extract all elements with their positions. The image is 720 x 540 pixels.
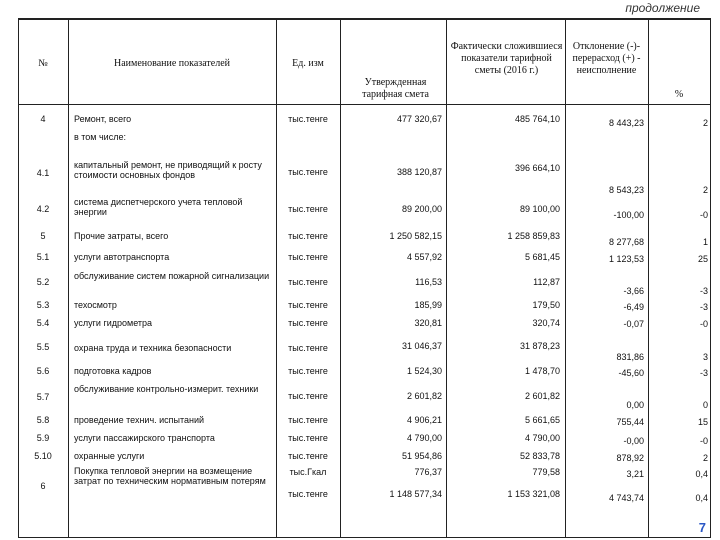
continuation-label: продолжение <box>625 1 700 15</box>
row-approved-secondary: 1 148 577,34 <box>389 489 442 499</box>
row-actual: 52 833,78 <box>519 451 560 461</box>
row-actual-secondary: 1 153 321,08 <box>507 489 560 499</box>
row-approved: 2 601,82 <box>406 391 442 401</box>
row-name: техосмотр <box>74 300 117 310</box>
col-border-approved <box>446 18 447 538</box>
row-unit: тыс.тенге <box>288 366 328 376</box>
row-approved: 388 120,87 <box>396 167 442 177</box>
col-border-num <box>68 18 69 538</box>
col-border-actual <box>565 18 566 538</box>
row-num: 5 <box>40 231 46 241</box>
row-num: 5.3 <box>36 300 50 310</box>
row-name: система диспетчерского учета тепловой энергии <box>74 197 243 217</box>
row-approved: 320,81 <box>414 318 442 328</box>
row-actual: 1 258 859,83 <box>507 231 560 241</box>
col-border-right <box>710 18 711 538</box>
row-actual: 1 478,70 <box>524 366 560 376</box>
row-approved: 31 046,37 <box>401 341 442 351</box>
row-num: 5.4 <box>36 318 50 328</box>
row-unit-secondary: тыс.тенге <box>288 489 328 499</box>
row-name: обслуживание контрольно-измерит. техники <box>74 384 259 394</box>
row-percent: 25 <box>697 254 708 264</box>
row-num: 6 <box>40 481 46 491</box>
row-approved: 4 906,21 <box>406 415 442 425</box>
row-num: 4.2 <box>36 204 50 214</box>
row-actual: 31 878,23 <box>519 341 560 351</box>
row-percent: -0 <box>699 436 708 446</box>
subheading-including: в том числе: <box>74 132 126 142</box>
row-unit: тыс.Гкал <box>289 467 327 477</box>
row-deviation: 3,21 <box>626 469 644 479</box>
row-deviation: 755,44 <box>616 417 644 427</box>
row-actual: 320,74 <box>532 318 560 328</box>
row-name: услуги гидрометра <box>74 318 153 328</box>
row-num: 4 <box>40 114 46 124</box>
row-name: проведение технич. испытаний <box>74 415 205 425</box>
row-num: 4.1 <box>36 168 50 178</box>
row-num: 5.7 <box>36 392 50 402</box>
col-border-unit <box>340 18 341 538</box>
row-num: 5.1 <box>36 252 50 262</box>
row-actual: 779,58 <box>532 467 560 477</box>
row-deviation: 878,92 <box>616 453 644 463</box>
row-percent: 1 <box>702 237 708 247</box>
row-unit: тыс.тенге <box>288 300 328 310</box>
row-percent: -3 <box>699 302 708 312</box>
row-unit: тыс.тенге <box>288 343 328 353</box>
row-actual: 89 100,00 <box>519 204 560 214</box>
row-approved: 1 524,30 <box>406 366 442 376</box>
row-actual: 396 664,10 <box>514 163 560 173</box>
row-actual: 4 790,00 <box>524 433 560 443</box>
row-actual: 5 661,65 <box>524 415 560 425</box>
header-actual: Фактически сложившиеся показатели тарифной сметы (2016 г.) <box>450 41 563 76</box>
row-actual: 179,50 <box>532 300 560 310</box>
row-percent: 3 <box>702 352 708 362</box>
row-name: капитальный ремонт, не приводящий к росту стоимости основных фондов <box>74 160 262 180</box>
row-unit: тыс.тенге <box>288 231 328 241</box>
row-unit: тыс.тенге <box>288 277 328 287</box>
row-num: 5.2 <box>36 277 50 287</box>
row-name: охранные услуги <box>74 451 145 461</box>
row-unit: тыс.тенге <box>288 204 328 214</box>
row-deviation: 1 123,53 <box>608 254 644 264</box>
row-unit: тыс.тенге <box>288 252 328 262</box>
row-name: подготовка кадров <box>74 366 152 376</box>
row-approved: 4 557,92 <box>406 252 442 262</box>
row-name: Покупка тепловой энергии на возмещение затрат по техническим нормативным потерям <box>74 466 266 486</box>
row-unit: тыс.тенге <box>288 318 328 328</box>
row-approved: 89 200,00 <box>401 204 442 214</box>
row-num: 5.6 <box>36 366 50 376</box>
row-deviation: 8 443,23 <box>608 118 644 128</box>
row-percent: 0,4 <box>695 469 708 479</box>
row-actual: 112,87 <box>533 277 560 287</box>
row-name: услуги автотранспорта <box>74 252 170 262</box>
row-deviation: -100,00 <box>613 210 644 220</box>
row-percent-secondary: 0,4 <box>695 493 708 503</box>
table-header-divider <box>18 104 710 105</box>
row-deviation: 0,00 <box>626 400 644 410</box>
page-number: 7 <box>698 520 706 535</box>
header-deviation: Отклонение (-)- перерасход (+) - неисполнение <box>572 41 641 76</box>
row-percent: -0 <box>699 319 708 329</box>
row-approved: 185,99 <box>414 300 442 310</box>
row-approved: 116,53 <box>415 277 442 287</box>
row-percent: -0 <box>699 210 708 220</box>
row-percent: 2 <box>702 185 708 195</box>
row-percent: 2 <box>702 453 708 463</box>
row-deviation-secondary: 4 743,74 <box>608 493 644 503</box>
header-num: № <box>38 58 48 69</box>
row-num: 5.10 <box>34 451 52 461</box>
table-bottom-border <box>18 537 710 538</box>
row-unit: тыс.тенге <box>288 451 328 461</box>
row-actual: 485 764,10 <box>514 114 560 124</box>
row-deviation: -0,00 <box>623 436 644 446</box>
row-unit: тыс.тенге <box>288 415 328 425</box>
row-unit: тыс.тенге <box>288 167 328 177</box>
table-top-border <box>18 18 710 20</box>
row-approved: 4 790,00 <box>406 433 442 443</box>
row-unit: тыс.тенге <box>288 433 328 443</box>
row-approved: 1 250 582,15 <box>389 231 442 241</box>
row-approved: 776,37 <box>414 467 442 477</box>
row-num: 5.9 <box>36 433 50 443</box>
row-num: 5.5 <box>36 342 50 352</box>
row-deviation: -45,60 <box>618 368 644 378</box>
row-percent: -3 <box>699 368 708 378</box>
row-deviation: -6,49 <box>623 302 644 312</box>
header-unit: Ед. изм <box>292 58 324 69</box>
row-actual: 5 681,45 <box>524 252 560 262</box>
row-name: Прочие затраты, всего <box>74 231 169 241</box>
row-deviation: 8 543,23 <box>608 185 644 195</box>
header-percent: % <box>674 89 684 100</box>
row-deviation: 831,86 <box>616 352 644 362</box>
row-unit: тыс.тенге <box>288 114 328 124</box>
row-name: Ремонт, всего <box>74 114 132 124</box>
header-name: Наименование показателей <box>113 58 230 69</box>
row-unit: тыс.тенге <box>288 391 328 401</box>
row-percent: 0 <box>702 400 708 410</box>
row-deviation: -3,66 <box>623 286 644 296</box>
row-approved: 51 954,86 <box>401 451 442 461</box>
header-approved: Утвержденная тарифная смета <box>362 77 429 100</box>
row-num: 5.8 <box>36 415 50 425</box>
row-actual: 2 601,82 <box>524 391 560 401</box>
row-approved: 477 320,67 <box>396 114 442 124</box>
row-percent: 15 <box>697 417 708 427</box>
row-percent: 2 <box>702 118 708 128</box>
row-name: обслуживание систем пожарной сигнализации <box>74 271 270 281</box>
row-name: услуги пассажирского транспорта <box>74 433 215 443</box>
row-deviation: -0,07 <box>623 319 644 329</box>
row-deviation: 8 277,68 <box>608 237 644 247</box>
row-percent: -3 <box>699 286 708 296</box>
row-name: охрана труда и техника безопасности <box>74 343 232 353</box>
